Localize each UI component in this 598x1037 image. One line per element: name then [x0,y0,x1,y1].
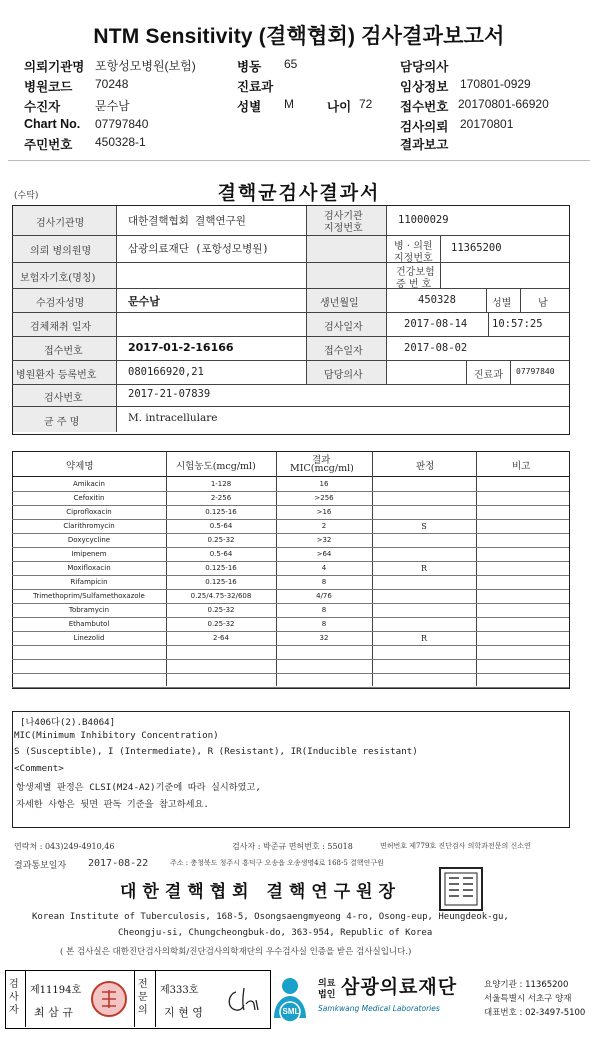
patient-label: 수검자성명 [36,298,85,309]
rrn-label: 주민번호 [24,138,73,152]
hosp-no-value: 11365200 [451,242,502,254]
table-row-line [12,617,569,618]
clinical-value: 170801-0929 [460,77,531,91]
sml-logo-icon [270,972,310,1026]
req-hosp-label: 의뢰 병의원명 [30,246,92,257]
drug-judgement: R [420,564,428,573]
request-label: 검사의뢰 [400,120,449,134]
table-row-line [12,519,569,520]
org-value: 대한결핵협회 결핵연구원 [128,215,246,227]
patient-value: 문수남 [128,295,160,308]
reg-value: 080166920,21 [128,366,204,378]
examiner-seal-icon [90,980,128,1018]
ward-label: 병동 [237,60,262,74]
code-value: 70248 [95,77,129,91]
footer-contact: 연락처 : 043)249-4910,46 [14,842,115,851]
hospital-label: 의뢰기관명 [24,60,85,74]
specialist-no: 제333호 [160,985,199,996]
drug-mic: 16 [319,480,329,488]
birth-label: 생년월일 [320,298,359,309]
col-result: 결과 [312,455,331,466]
request-value: 20170801 [460,117,514,131]
note-legend: S (Susceptible), I (Intermediate), R (Resistant), IR(Inducible resistant) [14,746,418,757]
corp-tag2: 법인 [318,990,336,1000]
bottom-address: 서울특별시 서초구 양재 [484,994,572,1004]
exam-no-value: 2017-21-07839 [128,388,211,400]
note-mic: MIC(Minimum Inhibitory Concentration) [14,730,219,741]
note-line2: 자세한 사항은 뒷면 판독 기준을 참고하세요. [16,799,209,810]
age-label: 나이 [327,100,352,114]
drug-concentration: 0.25-32 [207,620,235,628]
drug-name: Trimethoprim/Sulfamethoxazole [33,592,145,600]
drug-judgement: S [421,522,427,531]
test-time-value: 10:57:25 [492,318,543,330]
form-title: 결핵균검사결과서 [217,182,381,204]
chart-value: 07797840 [95,117,149,131]
specialist-name: 지 현 영 [164,1006,203,1019]
birth-value: 450328 [418,294,456,306]
dept-value-form: 07797840 [516,367,555,376]
col-judgement: 판정 [416,461,435,472]
drug-mic: 8 [321,606,327,614]
test-date-value: 2017-08-14 [404,318,468,330]
note-code: [나406다(2).B4064] [20,717,116,728]
drug-name: Linezolid [73,634,105,642]
exam-no-label: 검사번호 [44,393,83,404]
accept-label: 접수번호 [400,100,449,114]
org-no-label1: 검사기관 [324,211,363,222]
table-row-line [12,603,569,604]
drug-judgement: R [420,634,428,643]
form-tag: (수탁) [14,191,39,201]
footer-cert: ( 본 검사실은 대한진단검사의학회/진단검사의학재단의 우수검사실 인증을 받은 검사실입니다.) [60,947,412,957]
accept-value: 20170801-66920 [458,97,549,111]
hosp-no-label1: 병 · 의원 [394,241,433,252]
footer-specialist: 면허번호 제779호 진단검사 의학과전문의 신소연 [380,842,531,850]
sex-value: M [284,97,294,111]
drug-concentration: 0.25/4.75-32/608 [190,592,252,600]
foundation-en: Samkwang Medical Laboratories [318,1004,440,1013]
svg-text:SML: SML [282,1007,300,1016]
drug-name: Cefoxitin [73,494,105,502]
drug-name: Clarithromycin [63,522,115,530]
drug-concentration: 0.25-32 [207,536,235,544]
examiner-tag: 검사자 [9,979,19,1016]
rrn-value: 450328-1 [95,135,146,149]
header-divider [8,160,590,161]
col-drug: 약제명 [66,461,94,472]
insure-label: 보험자기호(명칭) [20,273,96,284]
drug-mic: 32 [319,634,329,642]
note-comment: <Comment> [14,763,64,774]
org-label: 검사기관명 [36,218,85,229]
footer-report-date: 2017-08-22 [88,858,149,869]
examiner-name: 최 삼 규 [34,1006,73,1019]
chart-label: Chart No. [24,117,81,131]
drug-concentration: 1-128 [210,480,232,488]
recv-no-label: 접수번호 [44,346,83,357]
drug-concentration: 0.5-64 [209,522,233,530]
drug-mic: >32 [316,536,332,544]
examiner-no: 제11194호 [30,985,82,996]
drug-mic: 4 [321,564,327,572]
age-value: 72 [359,97,373,111]
bottom-phone: 대표번호 : 02-3497-5100 [484,1008,586,1018]
req-hosp-value: 삼광의료재단 (포항성모병원) [128,243,269,255]
code-label: 병원코드 [24,80,73,94]
ward-value: 65 [284,57,298,71]
drug-concentration: 0.5-64 [209,550,233,558]
dept-label-form: 진료과 [474,370,503,381]
corp-tag1: 의료 [318,979,336,989]
receiver-value: 문수남 [95,99,130,113]
table-row-line [12,575,569,576]
drug-mic: 8 [321,620,327,628]
health-label1: 건강보험 [396,267,435,278]
drug-name: Imipenem [71,550,107,558]
drug-concentration: 0.125-16 [205,564,237,572]
drug-mic: >16 [316,508,332,516]
sex-label-form: 성별 [492,298,512,309]
drug-concentration: 0.25-32 [207,606,235,614]
foundation-name: 삼광의료재단 [341,976,458,998]
footer-examiner: 검사자 : 박준규 면허번호 : 55018 [232,842,353,851]
drug-name: Ciprofloxacin [66,508,112,516]
footer-report-date-label: 결과통보일자 [14,861,67,871]
footer-address: 주소 : 충청북도 청주시 흥덕구 오송읍 오송생명4로 168-5 결핵연구원 [170,859,384,867]
note-line1: 항생제별 판정은 CLSI(M24-A2)기준에 따라 실시하였고, [16,782,261,793]
specialist-tag: 전문의 [138,979,148,1016]
drug-concentration: 2-64 [213,634,229,642]
table-row-line [12,505,569,506]
org-no-label2: 지정번호 [324,223,363,234]
recv-no-value: 2017-01-2-16166 [128,341,234,354]
drug-name: Moxifloxacin [67,564,111,572]
notes-box [12,711,570,828]
receiver-label: 수진자 [24,100,61,114]
drug-name: Tobramycin [68,606,110,614]
recv-date-label: 접수일자 [324,346,363,357]
table-row-line [12,589,569,590]
collect-label: 검체채취 일자 [30,322,92,333]
table-row-line [12,491,569,492]
drug-name: Amikacin [72,480,105,488]
dept-label: 진료과 [237,80,274,94]
report-title: NTM Sensitivity (결핵협회) 검사결과보고서 [93,25,505,48]
test-date-label: 검사일자 [324,322,363,333]
col-remarks: 비고 [512,461,531,472]
drug-concentration: 0.125-16 [205,578,237,586]
table-row-line [12,659,569,660]
drug-mic: >256 [314,494,334,502]
table-row-line [12,687,569,688]
species-label: 균 주 명 [44,417,80,428]
col-concentration: 시험농도(mcg/ml) [176,461,256,472]
table-row-line [12,631,569,632]
doctor-label: 담당의사 [400,60,449,74]
drug-mic: 4/76 [316,592,332,600]
table-row-line [12,533,569,534]
table-row-line [12,561,569,562]
drug-concentration: 0.125-16 [205,508,237,516]
hosp-no-label2: 지정번호 [394,253,433,264]
institute-seal-icon [438,866,484,912]
species-value: M. intracellulare [128,412,218,424]
table-row-line [12,673,569,674]
drug-mic: 8 [321,578,327,586]
table-row-line [12,645,569,646]
drug-mic: >64 [316,550,332,558]
org-no-value: 11000029 [398,214,449,226]
drug-mic: 2 [321,522,327,530]
result-report-label: 결과보고 [400,138,449,152]
table-row-line [12,547,569,548]
drug-concentration: 2-256 [210,494,232,502]
drug-name: Doxycycline [67,536,111,544]
doctor-label-form: 담당의사 [324,370,363,381]
health-label2: 증 번 호 [396,279,432,290]
org-code: 요양기관 : 11365200 [484,980,569,990]
footer-eng-line1: Korean Institute of Tuberculosis, 168-5, Osongsaengmyeong 4-ro, Osong-eup, Heungdeok-gu, [32,912,509,922]
sex-label: 성별 [237,100,262,114]
col-mic: MIC(mcg/ml) [290,463,354,474]
footer-eng-line2: Cheongju-si, Chungcheongbuk-do, 363-954, Republic of Korea [118,928,433,938]
institute-name: 대한결핵협회 결핵연구원장 [120,882,401,902]
reg-label: 병원환자 등록번호 [16,370,97,381]
specialist-signature-icon [222,982,262,1016]
recv-date-value: 2017-08-02 [404,342,468,354]
sex-value-form: 남 [538,298,548,309]
hospital-value: 포항성모병원(보험) [95,59,196,73]
drug-name: Ethambutol [68,620,110,628]
drug-name: Rifampicin [70,578,108,586]
clinical-label: 임상정보 [400,80,449,94]
